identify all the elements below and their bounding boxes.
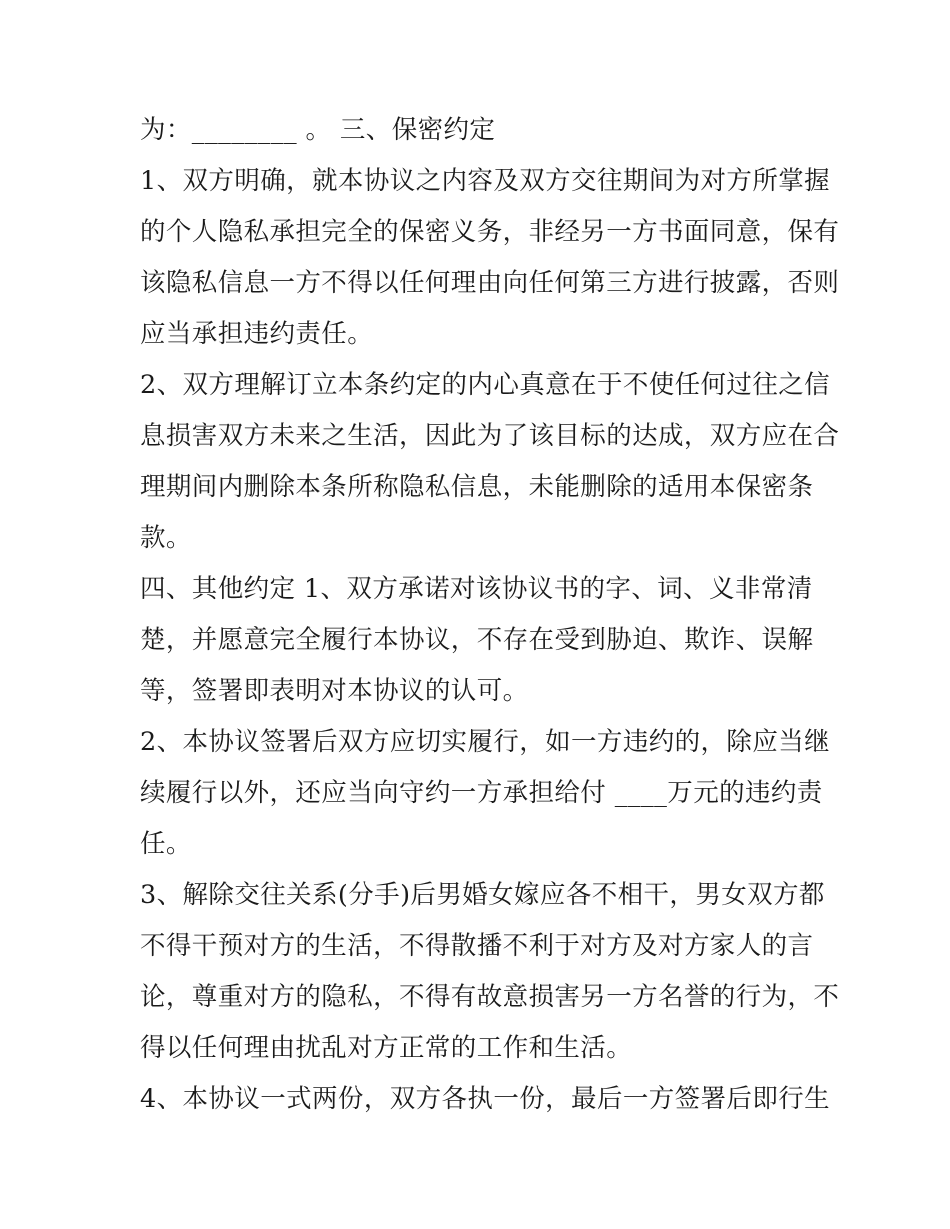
text-line-4: 该隐私信息一方不得以任何理由向任何第三方进行披露，否则 <box>140 268 840 298</box>
text-line-11: 楚，并愿意完全履行本协议，不存在受到胁迫、欺诈、误解 <box>140 625 814 655</box>
text-line-10: 四、其他约定 1、双方承诺对该协议书的字、词、义非常清 <box>140 574 813 604</box>
text-line-14: 续履行以外，还应当向守约一方承担给付 ____万元的违约责 <box>140 778 823 808</box>
text-line-20: 4、本协议一式两份，双方各执一份，最后一方签署后即行生 <box>140 1084 831 1114</box>
text-line-9: 款。 <box>140 523 192 553</box>
text-line-19: 得以任何理由扰乱对方正常的工作和生活。 <box>140 1033 633 1063</box>
text-line-2: 1、双方明确，就本协议之内容及双方交往期间为对方所掌握 <box>140 166 831 196</box>
text-line-15: 任。 <box>140 829 192 859</box>
text-line-8: 理期间内删除本条所称隐私信息，未能删除的适用本保密条 <box>140 472 814 502</box>
text-line-17: 不得干预对方的生活，不得散播不利于对方及对方家人的言 <box>140 931 814 961</box>
text-line-1: 为：________ 。 三、保密约定 <box>140 115 496 145</box>
text-line-13: 2、本协议签署后双方应切实履行，如一方违约的，除应当继 <box>140 727 831 757</box>
text-line-7: 息损害双方未来之生活，因此为了该目标的达成，双方应在合 <box>140 421 840 451</box>
text-line-6: 2、双方理解订立本条约定的内心真意在于不使任何过往之信 <box>140 370 831 400</box>
text-line-18: 论，尊重对方的隐私，不得有故意损害另一方名誉的行为，不 <box>140 982 840 1012</box>
text-line-12: 等，签署即表明对本协议的认可。 <box>140 676 529 706</box>
text-line-3: 的个人隐私承担完全的保密义务，非经另一方书面同意，保有 <box>140 217 840 247</box>
text-line-16: 3、解除交往关系(分手)后男婚女嫁应各不相干，男女双方都 <box>140 880 825 910</box>
text-line-5: 应当承担违约责任。 <box>140 319 374 349</box>
